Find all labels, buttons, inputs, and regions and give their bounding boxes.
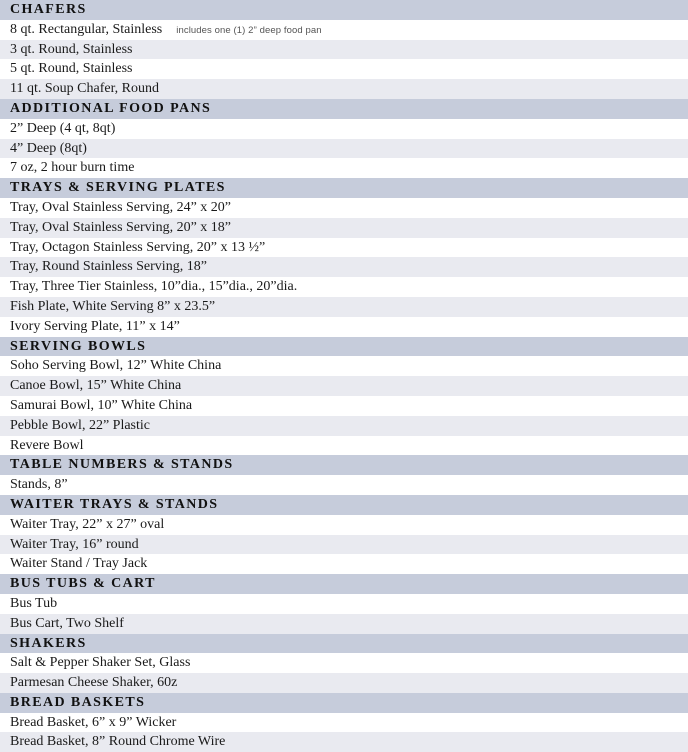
- section-header-chafers: CHAFERS: [0, 0, 688, 20]
- list-item: [0, 673, 688, 693]
- list-item: [0, 356, 688, 376]
- section-header-shakers: SHAKERS: [0, 634, 688, 654]
- item-label: Tray, Three Tier Stainless, 10”dia., 15”dia., 20”dia.: [10, 279, 298, 295]
- section-header-bus-tubs-and-cart: BUS TUBS & CART: [0, 574, 688, 594]
- list-item: [0, 158, 688, 178]
- section-header-additional-food-pans: ADDITIONAL FOOD PANS: [0, 99, 688, 119]
- list-item: [0, 416, 688, 436]
- item-label: Stands, 8”: [10, 477, 68, 493]
- item-label: Waiter Tray, 16” round: [10, 536, 139, 552]
- item-label: 11 qt. Soup Chafer, Round: [10, 81, 160, 97]
- list-item: [0, 614, 688, 634]
- list-item: [0, 297, 688, 317]
- list-item: [0, 218, 688, 238]
- section-header-serving-bowls: SERVING BOWLS: [0, 337, 688, 357]
- list-item: [0, 653, 688, 673]
- section-header-table-numbers-and-stands: TABLE NUMBERS & STANDS: [0, 455, 688, 475]
- list-item: [0, 59, 688, 79]
- list-item: [0, 535, 688, 555]
- item-label: Bus Cart, Two Shelf: [10, 615, 124, 631]
- item-label: Samurai Bowl, 10” White China: [10, 397, 193, 413]
- section-header-waiter-trays-and-stands: WAITER TRAYS & STANDS: [0, 495, 688, 515]
- item-label: Ivory Serving Plate, 11” x 14”: [10, 318, 180, 334]
- list-item: [0, 257, 688, 277]
- item-label: 7 oz, 2 hour burn time: [10, 160, 135, 176]
- item-label: 2” Deep (4 qt, 8qt): [10, 120, 116, 136]
- list-item: [0, 515, 688, 535]
- item-label: Bread Basket, 8” Round Chrome Wire: [10, 734, 226, 750]
- list-item: [0, 713, 688, 733]
- list-item: [0, 436, 688, 456]
- item-label: Canoe Bowl, 15” White China: [10, 378, 182, 394]
- item-label: Tray, Round Stainless Serving, 18”: [10, 259, 207, 275]
- list-item: [0, 79, 688, 99]
- list-item: [0, 277, 688, 297]
- item-label: Bus Tub: [10, 595, 58, 611]
- item-label: Parmesan Cheese Shaker, 60z: [10, 675, 178, 691]
- section-header-bread-baskets: BREAD BASKETS: [0, 693, 688, 713]
- item-label: 8 qt. Rectangular, Stainless: [10, 21, 163, 37]
- list-item: [0, 732, 688, 752]
- list-item: [0, 396, 688, 416]
- list-item: [0, 198, 688, 218]
- section-header-trays-and-serving-plates: TRAYS & SERVING PLATES: [0, 178, 688, 198]
- list-item: [0, 554, 688, 574]
- item-label: 3 qt. Round, Stainless: [10, 41, 133, 57]
- list-item: [0, 475, 688, 495]
- item-label: Fish Plate, White Serving 8” x 23.5”: [10, 298, 216, 314]
- item-label: Revere Bowl: [10, 437, 84, 453]
- item-label: Waiter Stand / Tray Jack: [10, 556, 148, 572]
- list-item: [0, 594, 688, 614]
- item-label: Salt & Pepper Shaker Set, Glass: [10, 655, 191, 671]
- item-label: 5 qt. Round, Stainless: [10, 61, 133, 77]
- item-label: Soho Serving Bowl, 12” White China: [10, 358, 222, 374]
- item-label: Waiter Tray, 22” x 27” oval: [10, 516, 165, 532]
- list-item: [0, 119, 688, 139]
- item-label: 4” Deep (8qt): [10, 140, 87, 156]
- item-label: Pebble Bowl, 22” Plastic: [10, 417, 150, 433]
- list-item: [0, 139, 688, 159]
- item-note: includes one (1) 2” deep food pan: [176, 24, 322, 36]
- list-item: [0, 238, 688, 258]
- item-label: Tray, Octagon Stainless Serving, 20” x 13 ½”: [10, 239, 266, 255]
- list-item: [0, 20, 688, 40]
- item-label: Bread Basket, 6” x 9” Wicker: [10, 714, 177, 730]
- list-item: [0, 40, 688, 60]
- item-label: Tray, Oval Stainless Serving, 24” x 20”: [10, 199, 231, 215]
- list-item: [0, 376, 688, 396]
- item-label: Tray, Oval Stainless Serving, 20” x 18”: [10, 219, 231, 235]
- list-item: [0, 317, 688, 337]
